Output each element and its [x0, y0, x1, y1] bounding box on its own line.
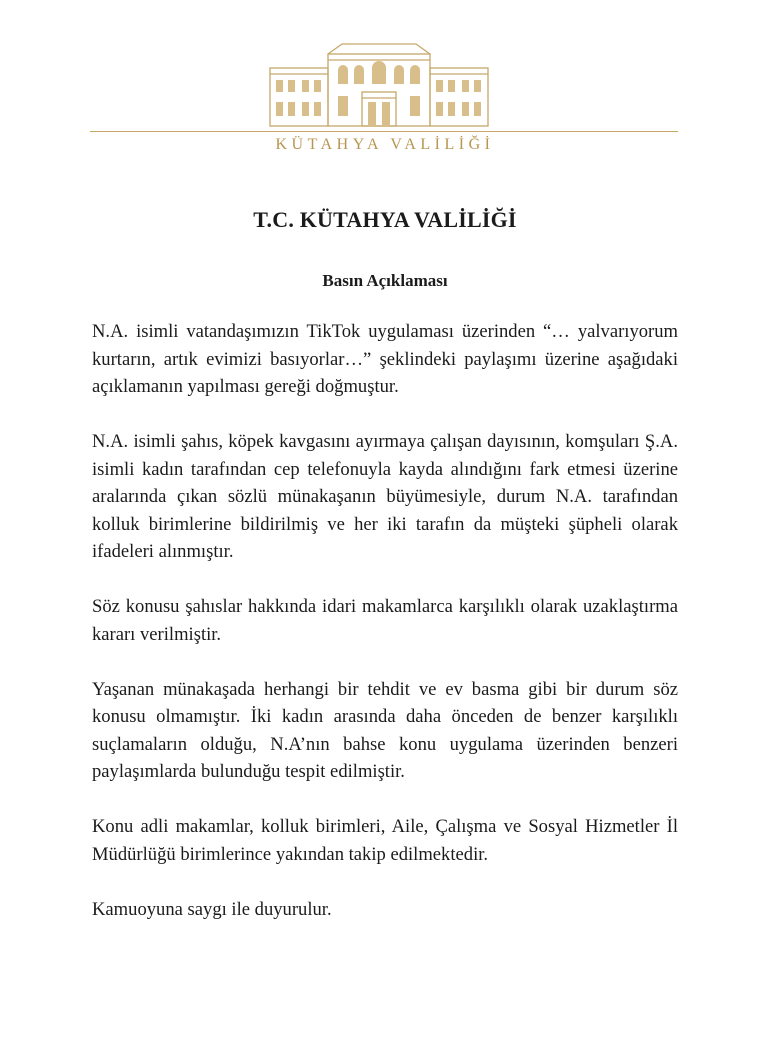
governorship-building-logo	[268, 40, 490, 128]
paragraph-4: Yaşanan münakaşada herhangi bir tehdit ve ev basma gibi bir durum söz konusu olmamıştır. İki kadın arasında daha önceden de benzer karşılıklı suçlamaların olduğu, N.A’nın bahse konu uygulama üzerinden benzeri paylaşımlarda bulunduğu tespit edilmiştir.	[92, 678, 678, 782]
press-release-body	[92, 318, 678, 951]
paragraph-1: N.A. isimli vatandaşımızın TikTok uygulaması üzerinden “… yalvarıyorum kurtarın, artık evimizi basıyorlar…” şeklindeki paylaşımı üzerine aşağıdaki açıklamanın yapılması gereği doğmuştur.	[92, 321, 678, 397]
paragraph-3: Söz konusu şahıslar hakkında idari makamlarca karşılıklı olarak uzaklaştırma kararı verilmiştir.	[92, 596, 678, 645]
paragraph-2: N.A. isimli şahıs, köpek kavgasını ayırmaya çalışan dayısının, komşuları Ş.A. isimli kadın tarafından cep telefonuyla kayda alındığını fark etmesi üzerine aralarında çıkan sözlü münakaşanın büyümesiyle, durum N.A. tarafından kolluk birimlerine bildirilmiş ve her iki tarafın da müşteki şüpheli olarak ifadeleri alınmıştır.	[92, 431, 678, 562]
paragraph-5: Konu adli makamlar, kolluk birimleri, Aile, Çalışma ve Sosyal Hizmetler İl Müdürlüğü birimlerince yakından takip edilmektedir.	[92, 816, 678, 865]
logo-wordmark: KÜTAHYA VALİLİĞİ	[275, 136, 495, 153]
document-subtitle: Basın Açıklaması	[322, 271, 448, 290]
header-divider	[90, 131, 678, 132]
closing-line: Kamuoyuna saygı ile duyurulur.	[92, 898, 332, 920]
document-title: T.C. KÜTAHYA VALİLİĞİ	[253, 207, 517, 232]
letterhead	[0, 0, 770, 170]
